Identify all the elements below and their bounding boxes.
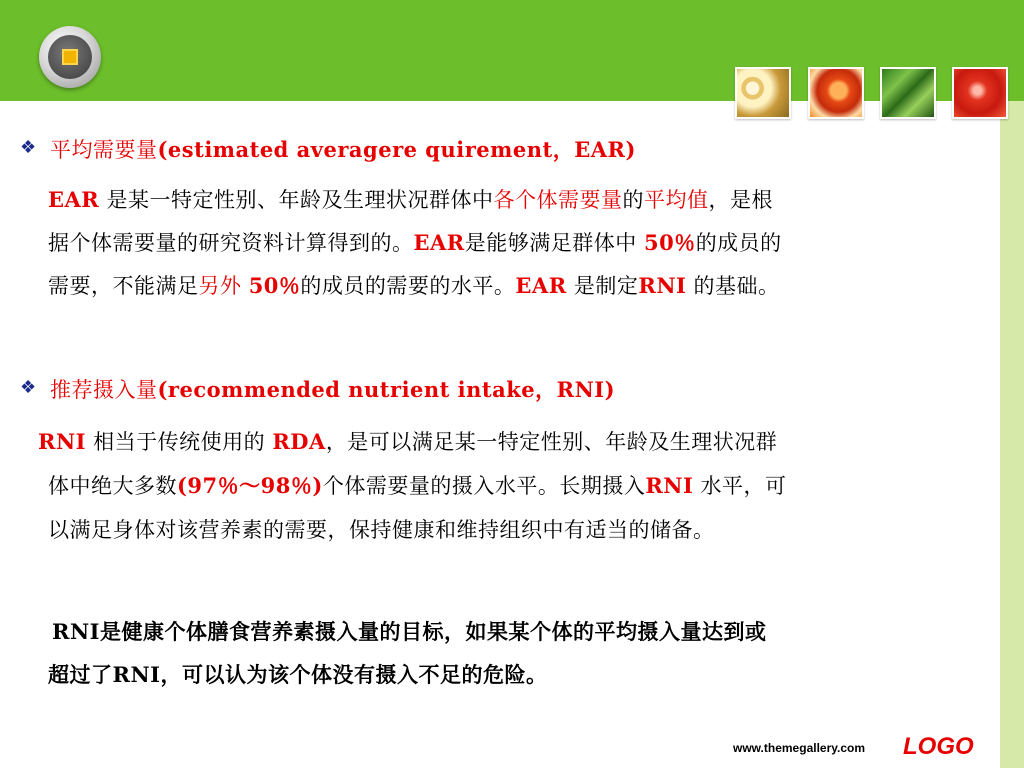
section1-body-line1 (48, 184, 773, 214)
highlight-span: 平均值 (643, 188, 709, 212)
text-span: 以满足身体对该营养素的需要，保持健康和维持组织中有适当的储备。 (48, 518, 715, 542)
section2-body-line2 (48, 470, 787, 500)
highlight-span: 各个体需要量 (493, 188, 623, 212)
text-span: 体中绝大多数 (48, 474, 177, 498)
section1-body-line2 (48, 227, 782, 257)
logo-square (62, 49, 78, 65)
rni-term: RNI (645, 473, 694, 498)
orange-fruit-image (808, 67, 864, 119)
tomato-image (952, 67, 1008, 119)
text-span: 超过了 (48, 662, 113, 687)
text-span: ，是可以满足某一特定性别、年龄及生理状况群 (325, 430, 778, 454)
section2-title-en: (recommended nutrient intake，RNI) (157, 377, 616, 402)
footer-logo: LOGO (903, 733, 974, 760)
rni-term: RNI (52, 619, 100, 644)
percent-range-span: (97％～98％) (177, 473, 323, 498)
grains-image (735, 67, 791, 119)
text-span: 据个体需要量的研究资料计算得到的。 (48, 231, 414, 255)
text-span: 水平，可 (693, 474, 787, 498)
text-span: 的成员的需要的水平。 (300, 274, 516, 298)
ear-term: EAR (413, 230, 465, 255)
text-span: 需要，不能满足 (48, 274, 199, 298)
footer-url[interactable]: www.themegallery.com (733, 741, 866, 755)
rda-term: RDA (272, 429, 326, 454)
green-beans-image (880, 67, 936, 119)
diamond-bullet-icon: ❖ (20, 377, 37, 398)
header-bar (0, 0, 1024, 101)
text-span: 的 (622, 188, 644, 212)
percent-span: 50％ (248, 273, 301, 298)
text-span: 是健康个体膳食营养素摄入量的目标，如果某个体的平均摄入量达到或 (99, 619, 767, 644)
rni-term: RNI (112, 662, 161, 687)
text-span: 个体需要量的摄入水平。长期摄入 (322, 474, 646, 498)
text-span: 是制定 (566, 274, 639, 298)
ear-term: EAR (48, 187, 100, 212)
section2-body-line3 (48, 514, 715, 544)
section2-heading (50, 374, 615, 404)
section1-heading (50, 134, 636, 164)
rni-term: RNI (638, 273, 687, 298)
text-span: 是某一特定性别、年龄及生理状况群体中 (99, 188, 494, 212)
right-side-bar (1000, 101, 1024, 768)
section3-line2 (48, 659, 547, 689)
text-span: 的基础。 (686, 274, 780, 298)
section2-title-cn: 推荐摄入量 (50, 378, 158, 402)
ear-term: EAR (515, 273, 567, 298)
section1-title-en: (estimated averagere quirement，EAR) (157, 137, 636, 162)
text-span: 是能够满足群体中 (464, 231, 644, 255)
diamond-bullet-icon: ❖ (20, 137, 37, 158)
section3-line1 (52, 616, 766, 646)
text-span: 相当于传统使用的 (85, 430, 273, 454)
rni-term: RNI (38, 429, 86, 454)
section2-body-line1 (38, 426, 777, 456)
text-span: ，可以认为该个体没有摄入不足的危险。 (160, 662, 548, 687)
percent-span: 50％ (643, 230, 696, 255)
section1-title-cn: 平均需要量 (50, 138, 158, 162)
text-span: ，是根 (708, 188, 773, 212)
text-span: 的成员的 (695, 231, 782, 255)
highlight-span: 另外 (198, 274, 249, 298)
section1-body-line3 (48, 270, 780, 300)
square-logo-button-icon[interactable] (39, 26, 101, 88)
